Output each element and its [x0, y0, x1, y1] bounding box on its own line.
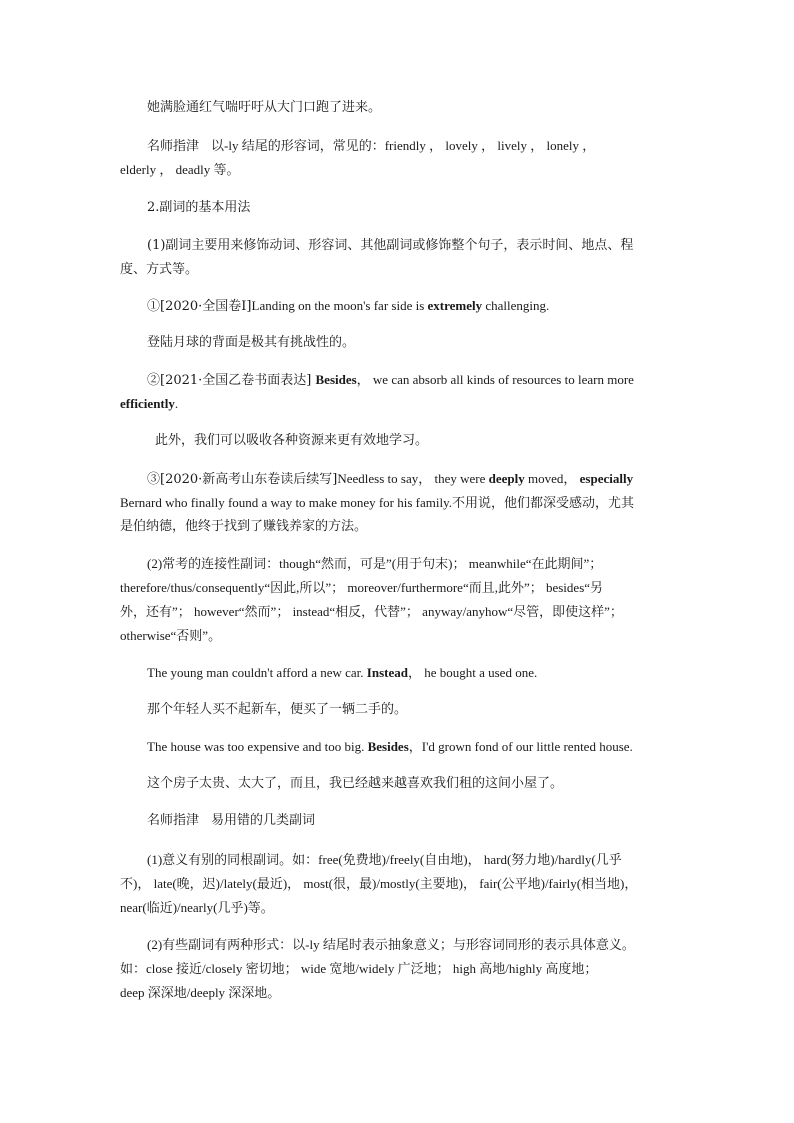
text: 此外，我们可以吸收各种资源来更有效地学习。 — [155, 433, 429, 448]
example-sentence — [147, 738, 692, 757]
text: 是伯纳德，他终于找到了赚钱养家的方法。 — [120, 519, 368, 534]
text: 外，还有”； however“然而”； instead“相反，代替”； anyway/anyhow“尽管，即使这样”； — [120, 604, 623, 619]
example-source: ③[2020·新高考山东卷读后续写] — [147, 472, 338, 487]
text: The young man couldn't afford a new car. — [147, 665, 367, 680]
text: (1)意义有别的同根副词。如：free(免费地)/freely(自由地)， hard(努力地)/hardly(几乎 — [147, 852, 622, 867]
paragraph-cont — [120, 960, 690, 979]
text: . — [174, 396, 179, 411]
paragraph-cont — [120, 579, 690, 598]
text: (1)副词主要用来修饰动词、形容词、其他副词或修饰整个句子，表示时间、地点、程 — [147, 238, 634, 253]
section-heading: 2.副词的基本用法 — [147, 200, 251, 215]
highlighted-word: Instead — [366, 665, 408, 680]
text: otherwise“否则”。 — [120, 628, 222, 643]
paragraph-cont — [120, 875, 690, 894]
text: (2)有些副词有两种形式：以-ly 结尾时表示抽象意义；与形容词同形的表示具体意义。 — [147, 937, 635, 952]
example-source: ②[2021·全国乙卷书面表达] — [147, 373, 316, 388]
tip-text: 以-ly 结尾的形容词，常见的：friendly ， lovely ， lively ， lonely ， — [211, 138, 596, 153]
tip-paragraph — [147, 137, 692, 156]
paragraph-cont — [120, 899, 690, 918]
example-sentence — [147, 470, 692, 489]
highlighted-word: deeply — [488, 471, 525, 486]
text: Bernard who finally found a way to make money for his family.不用说，他们都深受感动，尤其 — [120, 495, 635, 510]
paragraph — [147, 555, 692, 574]
text: deep 深深地/deeply 深深地。 — [120, 985, 281, 1000]
paragraph — [147, 851, 692, 870]
text: Needless to say， they were — [337, 471, 489, 486]
text: 那个年轻人买不起新车，便买了一辆二手的。 — [147, 702, 408, 717]
text: challenging. — [482, 298, 550, 313]
text: The house was too expensive and too big. — [147, 739, 368, 754]
example-translation — [147, 99, 692, 117]
paragraph-cont — [120, 603, 690, 622]
text: 这个房子太贵、太大了，而且，我已经越来越喜欢我们租的这间小屋了。 — [147, 776, 564, 791]
text: 不)， late(晚，迟)/lately(最近)， most(很，最)/mostly(主要地)， fair(公平地)/fairly(相当地)， — [120, 876, 638, 891]
tip-label: 名师指津 — [147, 139, 200, 154]
text: 度、方式等。 — [120, 262, 199, 277]
highlighted-word: extremely — [427, 298, 483, 313]
text: ，I'd grown fond of our little rented house. — [408, 739, 633, 754]
highlighted-word: efficiently — [120, 396, 175, 411]
example-sentence-cont — [120, 518, 690, 536]
example-sentence — [147, 297, 692, 316]
text: near(临近)/nearly(几乎)等。 — [120, 900, 274, 915]
paragraph-cont — [120, 984, 690, 1003]
tip-heading — [147, 812, 692, 830]
paragraph-cont — [120, 627, 690, 646]
example-translation — [155, 432, 725, 450]
text: therefore/thus/consequently“因此,所以”； moreover/furthermore“而且,此外”； besides“另 — [120, 580, 604, 595]
example-sentence-cont — [120, 395, 690, 414]
paragraph-cont — [120, 261, 690, 279]
highlighted-word: Besides — [315, 372, 357, 387]
example-translation — [147, 701, 692, 719]
example-translation — [147, 334, 692, 352]
example-sentence — [147, 371, 692, 390]
text: 她满脸通红气喘吁吁从大门口跑了进来。 — [147, 100, 382, 115]
tip-text: 易用错的几类副词 — [211, 813, 316, 828]
highlighted-word: Besides — [367, 739, 409, 754]
paragraph — [147, 237, 692, 255]
text: ， we can absorb all kinds of resources to learn more — [356, 372, 634, 387]
example-source: ①[2020·全国卷Ⅰ] — [147, 299, 252, 314]
text: moved， — [524, 471, 580, 486]
highlighted-word: especially — [579, 471, 634, 486]
tip-text: elderly ， deadly 等。 — [120, 162, 240, 177]
example-sentence-cont — [120, 494, 690, 513]
section-title — [147, 199, 692, 217]
text: 登陆月球的背面是极其有挑战性的。 — [147, 335, 356, 350]
example-translation — [147, 775, 692, 793]
tip-label: 名师指津 — [147, 813, 200, 828]
text: 如：close 接近/closely 密切地； wide 宽地/widely 广泛地； high 高地/highly 高度地； — [120, 961, 598, 976]
paragraph — [147, 936, 692, 955]
text: ， he bought a used one. — [407, 665, 538, 680]
text: (2)常考的连接性副词：though“然而，可是”(用于句末)； meanwhile“在此期间”； — [147, 556, 603, 571]
tip-paragraph-cont — [120, 161, 690, 180]
text: Landing on the moon's far side is — [251, 298, 428, 313]
example-sentence — [147, 664, 692, 683]
